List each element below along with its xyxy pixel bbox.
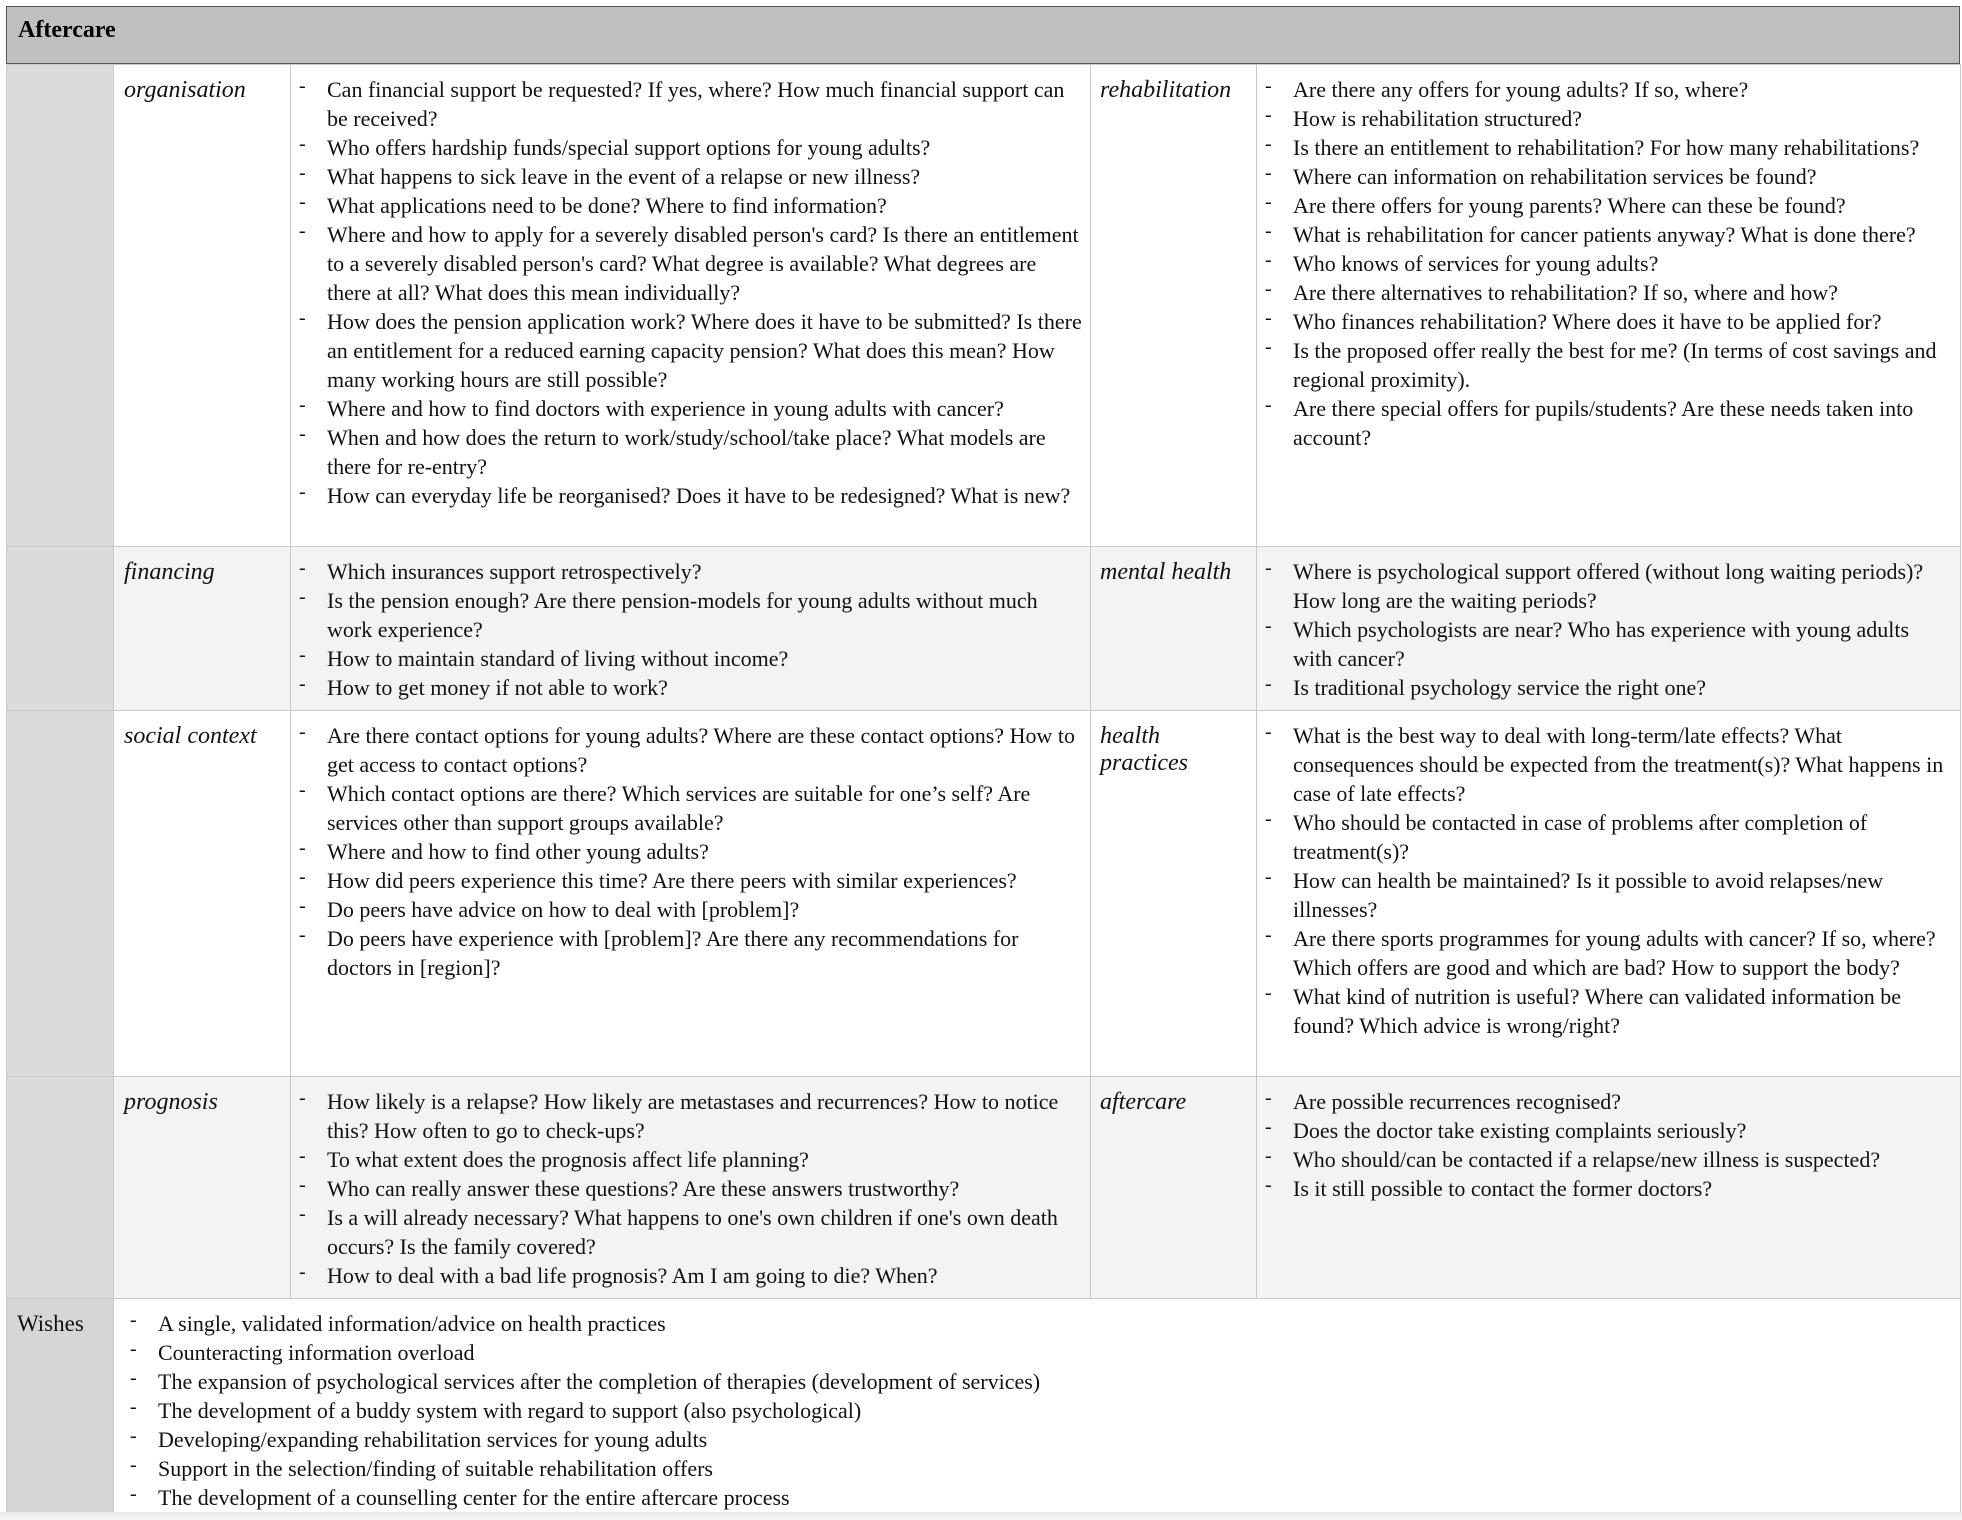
list-item: - Who finances rehabilitation? Where does it have to be applied for? <box>1293 307 1952 336</box>
list-item: - When and how does the return to work/study/school/take place? What models are there for re-entry? <box>327 423 1082 481</box>
list-item: - How to deal with a bad life prognosis? Am I am going to die? When? <box>327 1261 1082 1290</box>
question-list <box>291 1077 1090 1298</box>
side-cell <box>7 65 114 547</box>
list-item: - Do peers have experience with [problem]? Are there any recommendations for doctors in [region]? <box>327 924 1082 982</box>
list-item: - Where can information on rehabilitation services be found? <box>1293 162 1952 191</box>
category-label: rehabilitation <box>1091 65 1257 547</box>
side-cell <box>7 1077 114 1299</box>
list-item: - Is a will already necessary? What happens to one's own children if one's own death occurs? Is the family covered? <box>327 1203 1082 1261</box>
side-cell <box>7 711 114 1077</box>
question-cell <box>291 65 1091 547</box>
list-item: - The development of a counselling center for the entire aftercare process <box>158 1483 1948 1512</box>
wishes-label: Wishes <box>7 1299 114 1520</box>
list-item: - To what extent does the prognosis affect life planning? <box>327 1145 1082 1174</box>
list-item: - Are there offers for young parents? Where can these be found? <box>1293 191 1952 220</box>
list-item: - Is the pension enough? Are there pension-models for young adults without much work experience? <box>327 586 1082 644</box>
page-bottom-edge <box>0 1512 1962 1520</box>
list-item: - What happens to sick leave in the event of a relapse or new illness? <box>327 162 1082 191</box>
list-item: - How can everyday life be reorganised? Does it have to be redesigned? What is new? <box>327 481 1082 510</box>
list-item: - The expansion of psychological services after the completion of therapies (development of services) <box>158 1367 1948 1396</box>
list-item: - Who should be contacted in case of problems after completion of treatment(s)? <box>1293 808 1952 866</box>
list-item: - Who can really answer these questions? Are these answers trustworthy? <box>327 1174 1082 1203</box>
question-list <box>291 65 1090 518</box>
question-cell <box>291 711 1091 1077</box>
list-item: - How does the pension application work? Where does it have to be submitted? Is there an entitlement for a reduced earning capacity pension? What does this mean? How many working hours are still possible? <box>327 307 1082 394</box>
table-title: Aftercare <box>18 17 116 43</box>
category-label: prognosis <box>114 1077 291 1299</box>
wishes-cell <box>114 1299 1961 1520</box>
question-list <box>1257 711 1960 1048</box>
list-item: - Are there any offers for young adults? If so, where? <box>1293 75 1952 104</box>
question-list <box>1257 65 1960 460</box>
category-label: mental health <box>1091 547 1257 711</box>
list-item: - Can financial support be requested? If yes, where? How much financial support can be received? <box>327 75 1082 133</box>
list-item: - How can health be maintained? Is it possible to avoid relapses/new illnesses? <box>1293 866 1952 924</box>
list-item: - What is the best way to deal with long-term/late effects? What consequences should be expected from the treatment(s)? What happens in case of late effects? <box>1293 721 1952 808</box>
list-item: - What is rehabilitation for cancer patients anyway? What is done there? <box>1293 220 1952 249</box>
list-item: - Who knows of services for young adults? <box>1293 249 1952 278</box>
list-item: - Who should/can be contacted if a relapse/new illness is suspected? <box>1293 1145 1952 1174</box>
table-row <box>7 711 1961 1077</box>
list-item: - How is rehabilitation structured? <box>1293 104 1952 133</box>
title-bar <box>6 6 1960 64</box>
wishes-list <box>124 1309 1948 1512</box>
list-item: - What kind of nutrition is useful? Where can validated information be found? Which advice is wrong/right? <box>1293 982 1952 1040</box>
wishes-row <box>7 1299 1961 1520</box>
category-label: social context <box>114 711 291 1077</box>
list-item: - How likely is a relapse? How likely are metastases and recurrences? How to notice this? How often to go to check-ups? <box>327 1087 1082 1145</box>
list-item: - Does the doctor take existing complaints seriously? <box>1293 1116 1952 1145</box>
question-list <box>1257 547 1960 710</box>
list-item: - Is there an entitlement to rehabilitation? For how many rehabilitations? <box>1293 133 1952 162</box>
category-label: organisation <box>114 65 291 547</box>
category-label: financing <box>114 547 291 711</box>
question-list <box>291 711 1090 990</box>
list-item: - Which contact options are there? Which services are suitable for one’s self? Are services other than support groups available? <box>327 779 1082 837</box>
category-label: health practices <box>1091 711 1257 1077</box>
list-item: - Where and how to find other young adults? <box>327 837 1082 866</box>
list-item: - Which insurances support retrospectively? <box>327 557 1082 586</box>
list-item: - What applications need to be done? Where to find information? <box>327 191 1082 220</box>
list-item: - Who offers hardship funds/special support options for young adults? <box>327 133 1082 162</box>
list-item: - Is it still possible to contact the former doctors? <box>1293 1174 1952 1203</box>
list-item: - Do peers have advice on how to deal with [problem]? <box>327 895 1082 924</box>
question-cell <box>1257 547 1961 711</box>
question-cell <box>1257 65 1961 547</box>
list-item: - Is traditional psychology service the right one? <box>1293 673 1952 702</box>
question-cell <box>1257 711 1961 1077</box>
list-item: - Where and how to find doctors with experience in young adults with cancer? <box>327 394 1082 423</box>
question-cell <box>291 1077 1091 1299</box>
list-item: - Are there contact options for young adults? Where are these contact options? How to get access to contact options? <box>327 721 1082 779</box>
aftercare-table <box>6 64 1961 1520</box>
category-label: aftercare <box>1091 1077 1257 1299</box>
list-item: - Are possible recurrences recognised? <box>1293 1087 1952 1116</box>
list-item: - Are there sports programmes for young adults with cancer? If so, where? Which offers are good and which are bad? How to support the body? <box>1293 924 1952 982</box>
list-item: - Where is psychological support offered (without long waiting periods)? How long are the waiting periods? <box>1293 557 1952 615</box>
side-cell <box>7 547 114 711</box>
list-item: - Where and how to apply for a severely disabled person's card? Is there an entitlement to a severely disabled person's card? What degree is available? What degrees are there at all? What does this mean individually? <box>327 220 1082 307</box>
list-item: - Is the proposed offer really the best for me? (In terms of cost savings and regional proximity). <box>1293 336 1952 394</box>
list-item: - Are there alternatives to rehabilitation? If so, where and how? <box>1293 278 1952 307</box>
list-item: - How did peers experience this time? Are there peers with similar experiences? <box>327 866 1082 895</box>
table-row <box>7 1077 1961 1299</box>
list-item: - The development of a buddy system with regard to support (also psychological) <box>158 1396 1948 1425</box>
question-list <box>291 547 1090 710</box>
question-list <box>1257 1077 1960 1211</box>
list-item: - Which psychologists are near? Who has experience with young adults with cancer? <box>1293 615 1952 673</box>
table-row <box>7 547 1961 711</box>
list-item: - A single, validated information/advice on health practices <box>158 1309 1948 1338</box>
list-item: - How to maintain standard of living without income? <box>327 644 1082 673</box>
list-item: - Counteracting information overload <box>158 1338 1948 1367</box>
question-cell <box>1257 1077 1961 1299</box>
list-item: - How to get money if not able to work? <box>327 673 1082 702</box>
list-item: - Are there special offers for pupils/students? Are these needs taken into account? <box>1293 394 1952 452</box>
list-item: - Support in the selection/finding of suitable rehabilitation offers <box>158 1454 1948 1483</box>
list-item: - Developing/expanding rehabilitation services for young adults <box>158 1425 1948 1454</box>
question-cell <box>291 547 1091 711</box>
table-row <box>7 65 1961 547</box>
